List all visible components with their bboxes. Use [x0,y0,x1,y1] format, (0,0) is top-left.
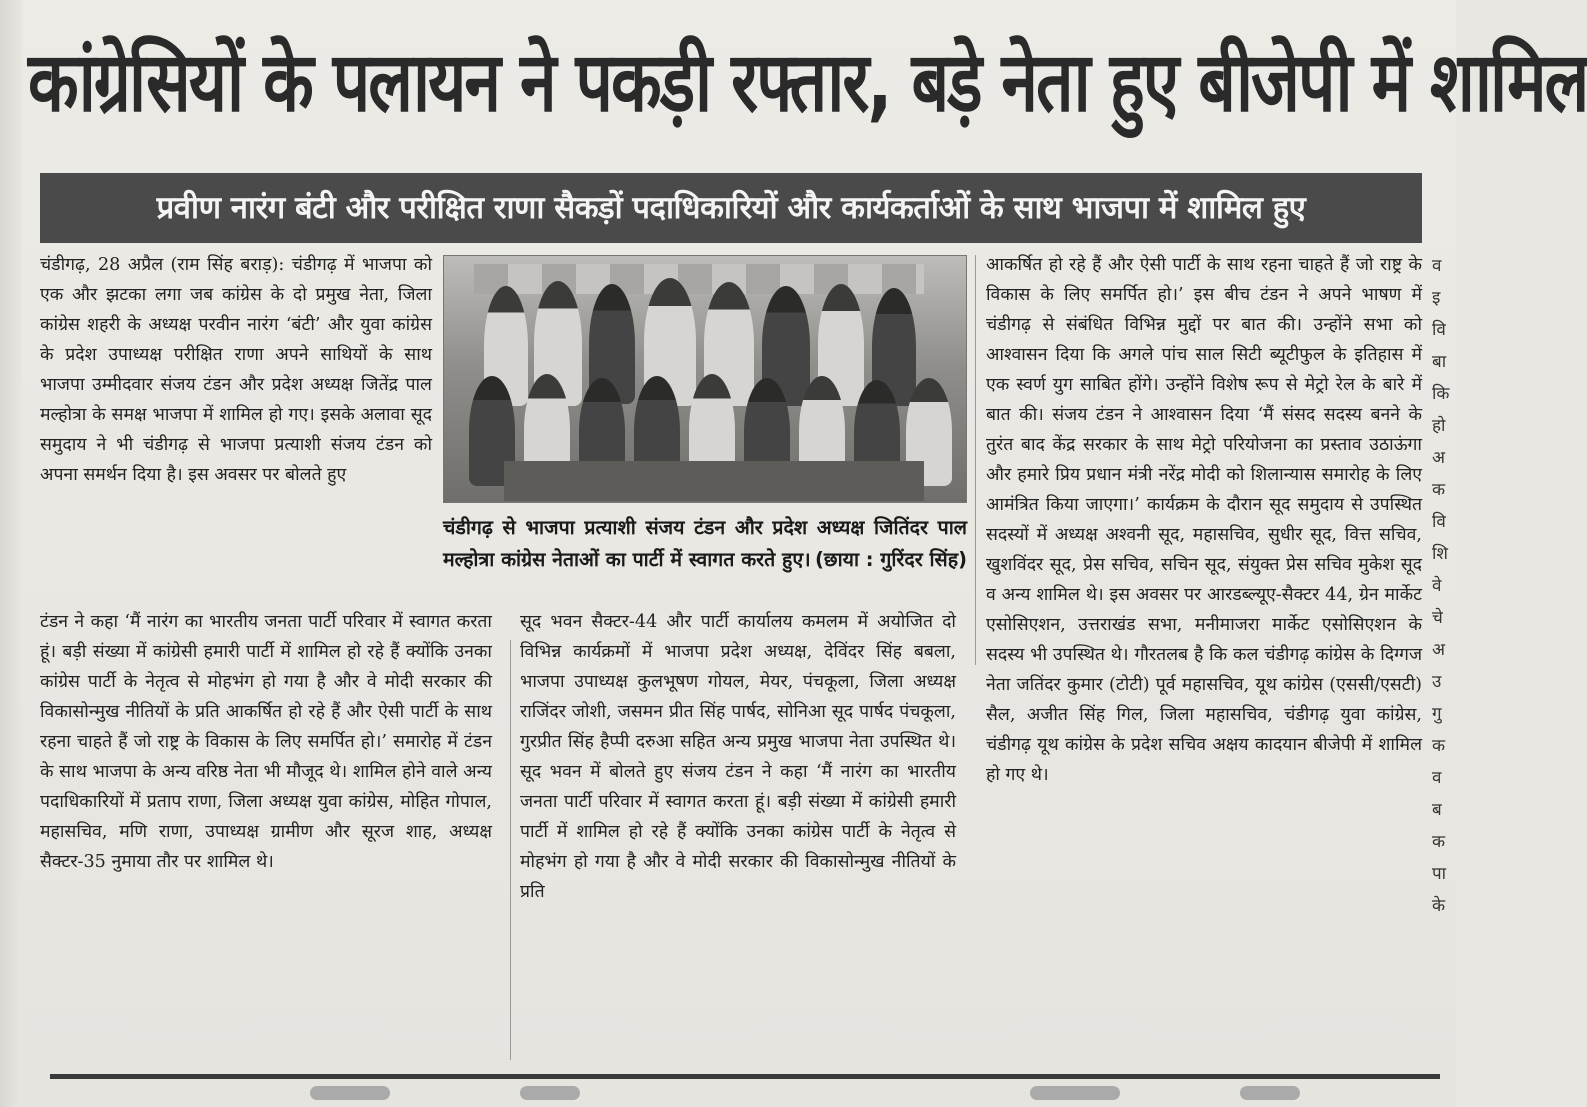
news-photo [443,255,967,503]
edge-fragment: उ [1432,672,1442,692]
article-text-middle: सूद भवन सैक्टर-44 और पार्टी कार्यालय कमलम में अयोजित दो विभिन्न कार्यक्रमों में भाजपा प्रदेश अध्यक्ष, देविंदर सिंह बबला, भाजपा उपाध्यक्ष कुलभूषण गोयल, मेयर, पंचकूला, जिला अध्यक्ष राजिंदर जोशी, जसमन प्रीत सिंह पार्षद, सोनिआ सूद पार्षद पंचकूला, गुरप्रीत सिंह हैप्पी दरुआ सहित अन्य प्रमुख भाजपा नेता उपस्थित थे। सूद भवन में बोलते हुए संजय टंडन ने कहा ‘मैं नारंग का भारतीय जनता पार्टी परिवार में स्वागत करता हूं। बड़ी संख्या में कांग्रेसी हमारी पार्टी में शामिल हो रहे हैं क्योंकि उनका कांग्रेस पार्टी के नेतृत्व से मोहभंग हो गया है और वे मोदी सरकार की विकासोन्मुख नीतियों के प्रति [520,612,956,902]
decorative-dot [1030,1086,1120,1100]
edge-fragment: कि [1432,384,1450,404]
article-column-left-bottom [40,607,492,1067]
edge-fragment: पा [1432,864,1447,884]
decorative-dot [520,1086,580,1100]
decorative-dot [310,1086,390,1100]
page-fold-shadow [0,0,22,1107]
edge-fragment: अ [1432,448,1445,468]
edge-fragment: ब [1432,800,1442,820]
edge-fragment: वि [1432,320,1446,340]
column-divider [975,255,976,665]
edge-fragment: व [1432,256,1442,276]
edge-fragment: क [1432,480,1446,500]
photo-caption [443,512,967,576]
edge-fragment: क [1432,832,1446,852]
article-text-left-top: चंडीगढ़, 28 अप्रैल (राम सिंह बराड़): चंडीगढ़ में भाजपा को एक और झटका लगा जब कांग्रेस के दो प्रमुख नेता, जिला कांग्रेस शहरी के अध्यक्ष परवीन नारंग ‘बंटी’ और युवा कांग्रेस के प्रदेश उपाध्यक्ष परीक्षित राणा अपने साथियों के साथ भाजपा उम्मीदवार संजय टंडन और प्रदेश अध्यक्ष जितेंद्र पाल मल्होत्रा के समक्ष भाजपा में शामिल हो गए। इसके अलावा सूद समुदाय ने भी चंडीगढ़ से भाजपा प्रत्याशी संजय टंडन को अपना समर्थन दिया है। इस अवसर पर बोलते हुए [40,255,432,485]
bottom-rule [50,1074,1440,1079]
photo-caption-text: चंडीगढ़ से भाजपा प्रत्याशी संजय टंडन और प्रदेश अध्यक्ष जितिंदर पाल मल्होत्रा कांग्रेस नेताओं का पार्टी में स्वागत करते हुए। [443,516,967,571]
column-divider [510,640,511,1060]
article-text-right: आकर्षित हो रहे हैं और ऐसी पार्टी के साथ रहना चाहते हैं जो राष्ट्र के विकास के लिए समर्पित हो।’ इस बीच टंडन ने अपने भाषण में चंडीगढ़ से संबंधित विभिन्न मुद्दों पर बात की। उन्होंने सभा को आश्वासन दिया कि अगले पांच साल सिटी ब्यूटीफुल के इतिहास में एक स्वर्ण युग साबित होंगे। उन्होंने विशेष रूप से मेट्रो रेल के बारे में बात की। संजय टंडन ने आश्वासन दिया ‘मैं संसद सदस्य बनने के तुरंत बाद केंद्र सरकार के साथ मेट्रो परियोजना का प्रस्ताव उठाऊंगा और हमारे प्रिय प्रधान मंत्री नरेंद्र मोदी को शिलान्यास समारोह के लिए आमंत्रित किया जाएगा।’ कार्यक्रम के दौरान सूद समुदाय से उपस्थित सदस्यों में अध्यक्ष अश्वनी सूद, महासचिव, सुधीर सूद, वित्त सचिव, खुशविंदर सूद, प्रेस सचिव, सचिन सूद, संयुक्त प्रेस सचिव मुकेश सूद व अन्य शामिल थे। इस अवसर पर आरडब्ल्यूए-सैक्टर 44, ग्रेन मार्केट एसोसिएशन, उत्तराखंड सभा, मनीमाजरा मार्केट एसोसिएशन के सदस्य भी उपस्थित थे। गौरतलब है कि कल चंडीगढ़ कांग्रेस के दिग्गज नेता जतिंदर कुमार (टोटी) पूर्व महासचिव, यूथ कांग्रेस (एससी/एसटी) सैल, अजीत सिंह गिल, जिला महासचिव, चंडीगढ़ युवा कांग्रेस, चंडीगढ़ यूथ कांग्रेस के प्रदेश सचिव अक्षय कादयान बीजेपी में शामिल हो गए थे। [986,255,1422,785]
headline: कांग्रेसियों के पलायन ने पकड़ी रफ्तार, बड़े नेता हुए बीजेपी में शामिल [28,34,1587,131]
edge-fragment: हो [1432,416,1446,436]
edge-fragment: गु [1432,704,1442,724]
article-column-middle [520,607,956,1067]
edge-fragment: शि [1432,544,1448,564]
adjacent-article-edge [1432,250,1456,916]
photo-backdrop-banner [474,264,924,294]
edge-fragment: व [1432,768,1442,788]
decorative-dot [1240,1086,1300,1100]
subheadline: प्रवीण नारंग बंटी और परीक्षित राणा सैकड़ों पदाधिकारियों और कार्यकर्ताओं के साथ भाजपा में शामिल हुए [156,190,1306,226]
edge-fragment: वे [1432,576,1442,596]
edge-fragment: बा [1432,352,1447,372]
edge-fragment: इ [1432,288,1441,308]
article-text-left-bottom: टंडन ने कहा ‘मैं नारंग का भारतीय जनता पार्टी परिवार में स्वागत करता हूं। बड़ी संख्या में कांग्रेसी हमारी पार्टी में शामिल हो रहे हैं क्योंकि उनका कांग्रेस पार्टी के नेतृत्व से मोहभंग हो गया है और वे मोदी सरकार की विकासोन्मुख नीतियों के प्रति आकर्षित हो रहे हैं और ऐसी पार्टी के साथ रहना चाहते हैं जो राष्ट्र के विकास के लिए समर्पित हो।’ समारोह में टंडन के साथ भाजपा के अन्य वरिष्ठ नेता भी मौजूद थे। शामिल होने वाले अन्य पदाधिकारियों में प्रताप राणा, जिला अध्यक्ष युवा कांग्रेस, मोहित गोपाल, महासचिव, मणि राणा, उपाध्यक्ष ग्रामीण और सूरज शाह, अध्यक्ष सैक्टर-35 नुमाया तौर पर शामिल थे। [40,612,492,872]
edge-fragment: क [1432,736,1446,756]
edge-fragment: चे [1432,608,1443,628]
article-column-right [986,250,1422,785]
photo-bench [504,461,924,501]
edge-fragment: वि [1432,512,1446,532]
edge-fragment: अ [1432,640,1445,660]
photo-credit: (छाया : गुरिंदर सिंह) [815,548,967,571]
edge-fragment: के [1432,896,1446,916]
